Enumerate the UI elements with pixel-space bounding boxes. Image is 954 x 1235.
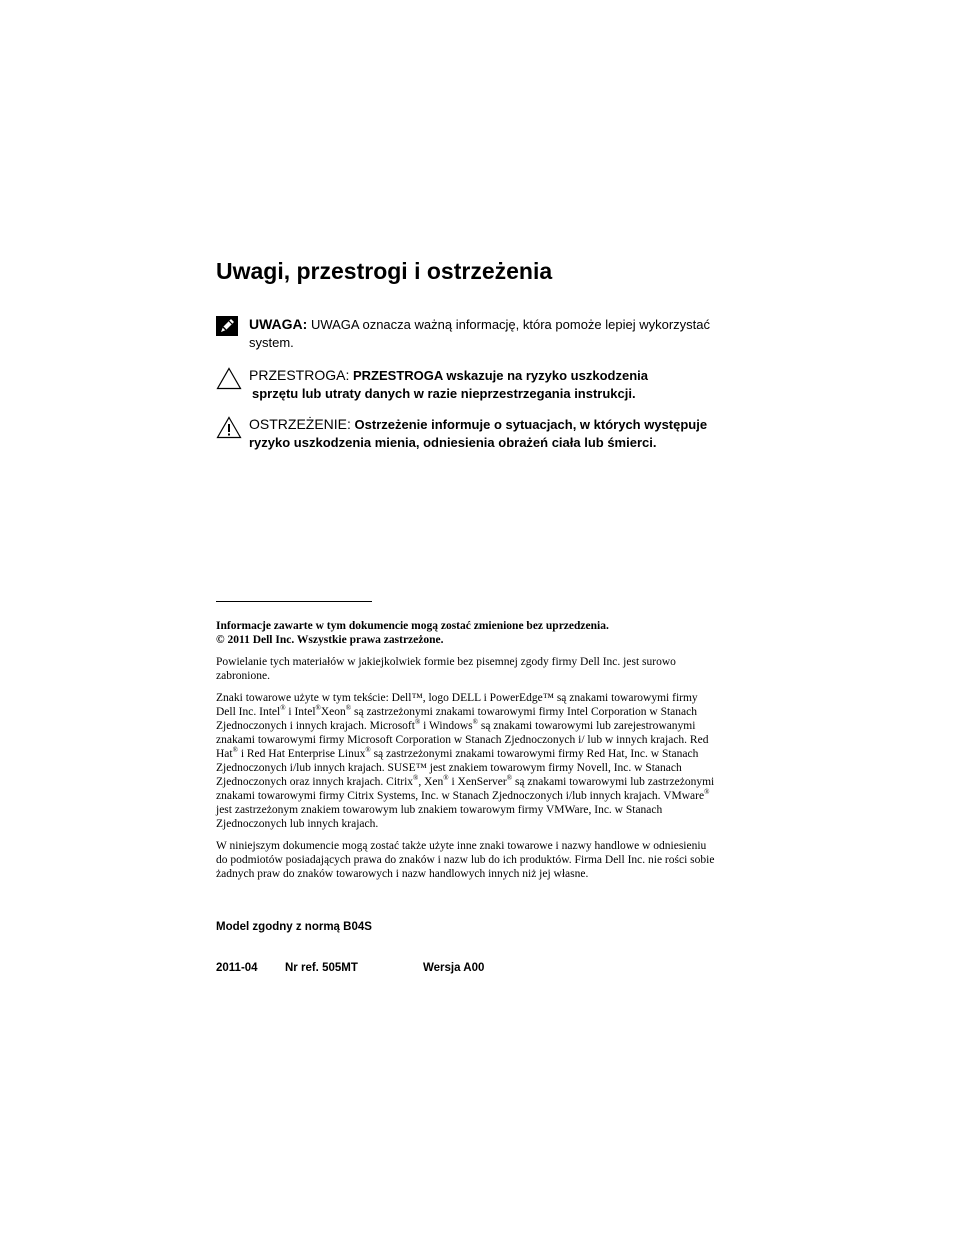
trademark-notice — [216, 691, 716, 831]
registered-mark: ® — [443, 774, 449, 783]
warning-text: Ostrzeżenie informuje o sytuacjach, w których występuje ryzyko uszkodzenia mienia, odniesienia obrażeń ciała lub śmierci. — [249, 417, 708, 450]
regulatory-model: Model zgodny z normą B04S — [216, 921, 372, 933]
other-marks-notice: W niniejszym dokumencie mogą zostać także użyte inne znaki towarowe i nazwy handlowe w odniesieniu do podmiotów posiadających prawa do znaków i nazw lub do ich produktów. Firma Dell Inc. nie rości sobie żadnych praw do znaków towarowych i nazw handlowych innych niż jej własne. — [216, 840, 715, 880]
footer-part-number: Nr ref. 505MT — [285, 962, 358, 974]
tm-text: są zastrzeżonymi znakami towarowymi firmy Red Hat, Inc. w Stanach Zjednoczonych i/lub innych krajach. SUSE™ jest znakiem towarowym firmy Novell, Inc. w Stanach Zjednoczonych oraz innych krajach. Citrix — [216, 748, 699, 788]
caution-text-2: sprzętu lub utraty danych w razie nieprzestrzegania instrukcji. — [252, 385, 636, 401]
registered-mark: ® — [232, 746, 238, 755]
exclamation-triangle-icon — [216, 416, 242, 442]
tm-text: są znakami towarowymi lub zarejestrowanymi znakami towarowymi firmy Microsoft Corporation w Stanach Zjednoczonych i/ lub w innych krajach. Red Hat — [216, 720, 709, 760]
warning-block — [216, 416, 716, 451]
tm-text: są zastrzeżonymi znakami towarowymi firmy Intel Corporation w Stanach Zjednoczonych i innych krajach. Microsoft — [216, 706, 697, 732]
tm-text: i XenServer — [448, 776, 507, 788]
tm-text: są znakami towarowymi lub zastrzeżonymi znakami towarowymi firmy Citrix Systems, Inc. w Stanach Zjednoczonych i/lub innych krajach. VMware — [216, 776, 715, 802]
footer-date: 2011-04 — [216, 962, 258, 974]
triangle-caution-icon — [216, 367, 242, 393]
note-label: UWAGA: — [249, 316, 308, 332]
registered-mark: ® — [413, 774, 419, 783]
tm-text: i Windows — [420, 720, 473, 732]
registered-mark: ® — [315, 704, 321, 713]
caution-text: PRZESTROGA wskazuje na ryzyko uszkodzenia — [352, 368, 648, 383]
note-block — [216, 316, 716, 351]
footer-revision: Wersja A00 — [423, 962, 485, 974]
registered-mark: ® — [365, 746, 371, 755]
tm-text: Znaki towarowe użyte w tym tekście: Dell™, logo DELL i PowerEdge™ są znakami towarowymi firmy Dell Inc. Intel — [216, 692, 698, 718]
registered-mark: ® — [506, 774, 513, 783]
caution-block — [216, 367, 716, 402]
tm-text: , Xen — [418, 776, 444, 788]
tm-text: i Red Hat Enterprise Linux — [237, 748, 366, 760]
note-text: UWAGA oznacza ważną informację, która pomoże lepiej wykorzystać system. — [249, 317, 711, 350]
reproduction-notice: Powielanie tych materiałów w jakiejkolwiek formie bez pisemnej zgody firmy Dell Inc. jest surowo zabronione. — [216, 656, 676, 682]
registered-mark: ® — [414, 718, 421, 727]
registered-mark: ® — [345, 704, 352, 713]
page-title: Uwagi, przestrogi i ostrzeżenia — [216, 258, 553, 284]
pencil-note-icon — [216, 316, 242, 342]
caution-label: PRZESTROGA: — [249, 367, 350, 383]
tm-text: Xeon — [320, 706, 346, 718]
legal-notice-line1: Informacje zawarte w tym dokumencie mogą zostać zmienione bez uprzedzenia. — [216, 620, 609, 632]
warning-label: OSTRZEŻENIE: — [249, 416, 351, 432]
copyright-line: © 2011 Dell Inc. Wszystkie prawa zastrzeżone. — [216, 634, 444, 646]
tm-text: jest zastrzeżonym znakiem towarowym lub znakiem towarowym firmy VMWare, Inc. w Stanach Zjednoczonych lub innych krajach. — [216, 804, 663, 830]
registered-mark: ® — [472, 718, 478, 727]
divider-rule — [216, 601, 372, 602]
registered-mark: ® — [280, 704, 286, 713]
tm-text: i Intel — [285, 706, 316, 718]
legal-notice — [216, 619, 716, 647]
registered-mark: ® — [704, 788, 710, 797]
